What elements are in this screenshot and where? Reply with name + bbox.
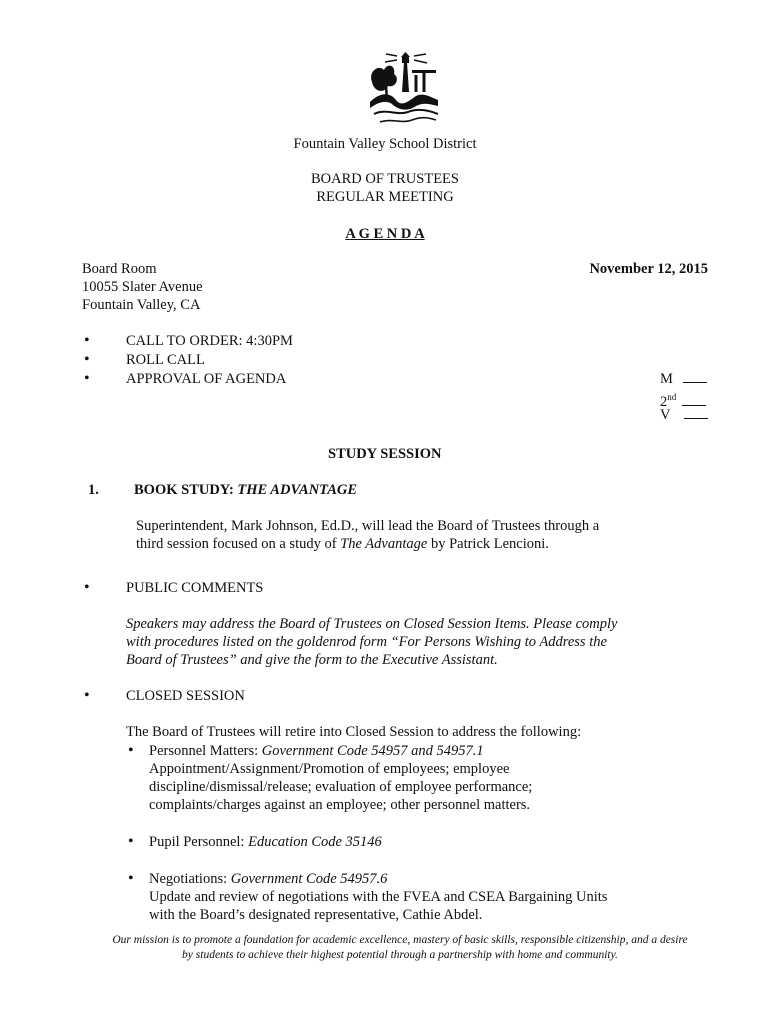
public-comments-line2: with procedures listed on the goldenrod form “For Persons Wishing to Address the bbox=[126, 634, 607, 650]
negotiations bbox=[149, 870, 387, 888]
pupil-personnel bbox=[149, 833, 382, 851]
study-desc-post: by Patrick Lencioni. bbox=[427, 536, 549, 552]
vote-vote-blank[interactable] bbox=[684, 406, 708, 419]
agenda-item-approval: APPROVAL OF AGENDA bbox=[126, 371, 287, 387]
bullet-icon: • bbox=[128, 833, 134, 850]
personnel-line4: complaints/charges against an employee; other personnel matters. bbox=[149, 797, 531, 813]
personnel-matters bbox=[149, 742, 484, 760]
vote-second-sup: nd bbox=[667, 392, 677, 402]
mission-line2: by students to achieve their highest potential through a partnership with home and community. bbox=[182, 949, 618, 961]
study-desc-pre: third session focused on a study of bbox=[136, 536, 341, 552]
closed-session-intro: The Board of Trustees will retire into Closed Session to address the following: bbox=[126, 724, 582, 740]
vote-vote-label: V bbox=[660, 407, 671, 423]
meeting-date: November 12, 2015 bbox=[589, 261, 708, 277]
study-session-heading: STUDY SESSION bbox=[328, 446, 442, 462]
negotiations-line2: Update and review of negotiations with the FVEA and CSEA Bargaining Units bbox=[149, 889, 608, 905]
bullet-icon: • bbox=[84, 332, 90, 349]
bullet-icon: • bbox=[84, 687, 90, 704]
personnel-line3: discipline/dismissal/release; evaluation of employee performance; bbox=[149, 779, 533, 795]
agenda-item-call-to-order: CALL TO ORDER: 4:30PM bbox=[126, 333, 293, 349]
negotiations-code: Government Code 54957.6 bbox=[230, 871, 388, 887]
closed-session-heading: CLOSED SESSION bbox=[126, 688, 245, 704]
bullet-icon: • bbox=[128, 870, 134, 887]
vote-vote bbox=[660, 406, 708, 424]
item-number: 1. bbox=[88, 482, 99, 498]
personnel-line2: Appointment/Assignment/Promotion of employees; employee bbox=[149, 761, 510, 777]
district-logo bbox=[366, 52, 442, 132]
public-comments-line3: Board of Trustees” and give the form to the Executive Assistant. bbox=[126, 652, 498, 668]
location-city: Fountain Valley, CA bbox=[82, 297, 201, 313]
bullet-icon: • bbox=[84, 579, 90, 596]
pupil-code: Education Code 35146 bbox=[248, 834, 382, 850]
location-room: Board Room bbox=[82, 261, 157, 277]
vote-motion-label: M bbox=[660, 371, 673, 387]
personnel-code: Government Code 54957 and 54957.1 bbox=[261, 743, 484, 759]
vote-second-blank[interactable] bbox=[682, 393, 706, 406]
personnel-label: Personnel Matters: bbox=[149, 743, 262, 759]
mission-line1: Our mission is to promote a foundation for academic excellence, mastery of basic skills, responsible citizenship, and a desire bbox=[112, 934, 688, 946]
agenda-item-roll-call: ROLL CALL bbox=[126, 352, 205, 368]
location-street: 10055 Slater Avenue bbox=[82, 279, 203, 295]
book-study-prefix: BOOK STUDY: bbox=[134, 482, 238, 498]
study-desc-line1: Superintendent, Mark Johnson, Ed.D., will lead the Board of Trustees through a bbox=[136, 518, 600, 534]
agenda-title: A G E N D A bbox=[345, 226, 425, 242]
book-study-title bbox=[134, 481, 357, 499]
book-title: THE ADVANTAGE bbox=[237, 482, 358, 498]
board-title: BOARD OF TRUSTEES bbox=[311, 171, 459, 187]
study-desc-book: The Advantage bbox=[340, 536, 428, 552]
meeting-type: REGULAR MEETING bbox=[316, 189, 454, 205]
study-desc-line2 bbox=[136, 535, 549, 553]
negotiations-label: Negotiations: bbox=[149, 871, 231, 887]
vote-motion bbox=[660, 370, 707, 388]
pupil-label: Pupil Personnel: bbox=[149, 834, 249, 850]
public-comments-line1: Speakers may address the Board of Trustees on Closed Session Items. Please comply bbox=[126, 616, 618, 632]
bullet-icon: • bbox=[128, 742, 134, 759]
bullet-icon: • bbox=[84, 370, 90, 387]
district-name: Fountain Valley School District bbox=[293, 136, 477, 152]
public-comments-heading: PUBLIC COMMENTS bbox=[126, 580, 264, 596]
vote-second-label: 2 bbox=[660, 393, 668, 410]
negotiations-line3: with the Board’s designated representative, Cathie Abdel. bbox=[149, 907, 483, 923]
bullet-icon: • bbox=[84, 351, 90, 368]
vote-motion-blank[interactable] bbox=[683, 370, 707, 383]
